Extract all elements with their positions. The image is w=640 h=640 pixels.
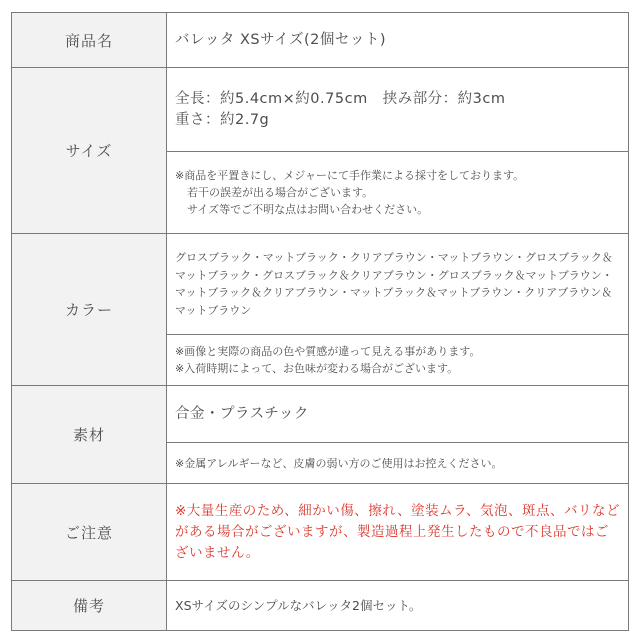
size-note-2: 若干の誤差が出る場合がございます。 — [187, 186, 374, 199]
row-caution — [12, 484, 629, 581]
color-note-2: ※入荷時期によって、お色味が変わる場合がございます。 — [175, 362, 459, 375]
row-remarks — [12, 581, 629, 631]
color-options-cell — [167, 234, 629, 335]
row-color-options — [12, 234, 629, 335]
label-size: サイズ — [12, 68, 167, 234]
caution-text: ※大量生産のため、細かい傷、擦れ、塗装ムラ、気泡、斑点、バリなどがある場合がございますが、製造過程上発生したもので不良品ではございません。 — [175, 502, 621, 561]
row-product-name — [12, 13, 629, 68]
color-options: グロスブラック・マットブラック・クリアブラウン・マットブラウン・グロスブラック＆マットブラック・グロスブラック＆クリアブラウン・グロスブラック＆マットブラウン・マットブラック＆クリアブラウン・マットブラック＆マットブラウン・クリアブラウン＆マットブラウン — [175, 251, 613, 317]
color-note-1: ※画像と実際の商品の色や質感が違って見える事があります。 — [175, 345, 481, 358]
label-product-name: 商品名 — [12, 13, 167, 68]
size-weight: 重さ：約2.7g — [175, 111, 270, 128]
value-product-name: バレッタ XSサイズ(2個セット) — [167, 13, 629, 68]
row-size-spec — [12, 68, 629, 152]
size-note-1: ※商品を平置きにし、メジャーにて手作業による採寸をしております。 — [175, 169, 525, 182]
label-material: 素材 — [12, 386, 167, 484]
label-caution: ご注意 — [12, 484, 167, 581]
size-dimensions: 全長：約5.4cm×約0.75cm 挟み部分：約3cm — [175, 90, 506, 107]
label-remarks: 備考 — [12, 581, 167, 631]
caution-text-cell — [167, 484, 629, 581]
material-value: 合金・プラスチック — [167, 386, 629, 443]
color-note-cell — [167, 335, 629, 386]
label-color: カラー — [12, 234, 167, 386]
size-note-3: サイズ等でご不明な点はお問い合わせください。 — [187, 203, 429, 216]
product-spec-table — [11, 12, 629, 631]
size-spec-cell — [167, 68, 629, 152]
size-note-cell — [167, 152, 629, 234]
material-note: ※金属アレルギーなど、皮膚の弱い方のご使用はお控えください。 — [167, 443, 629, 484]
remarks-value: XSサイズのシンプルなバレッタ2個セット。 — [167, 581, 629, 631]
row-material-value — [12, 386, 629, 443]
